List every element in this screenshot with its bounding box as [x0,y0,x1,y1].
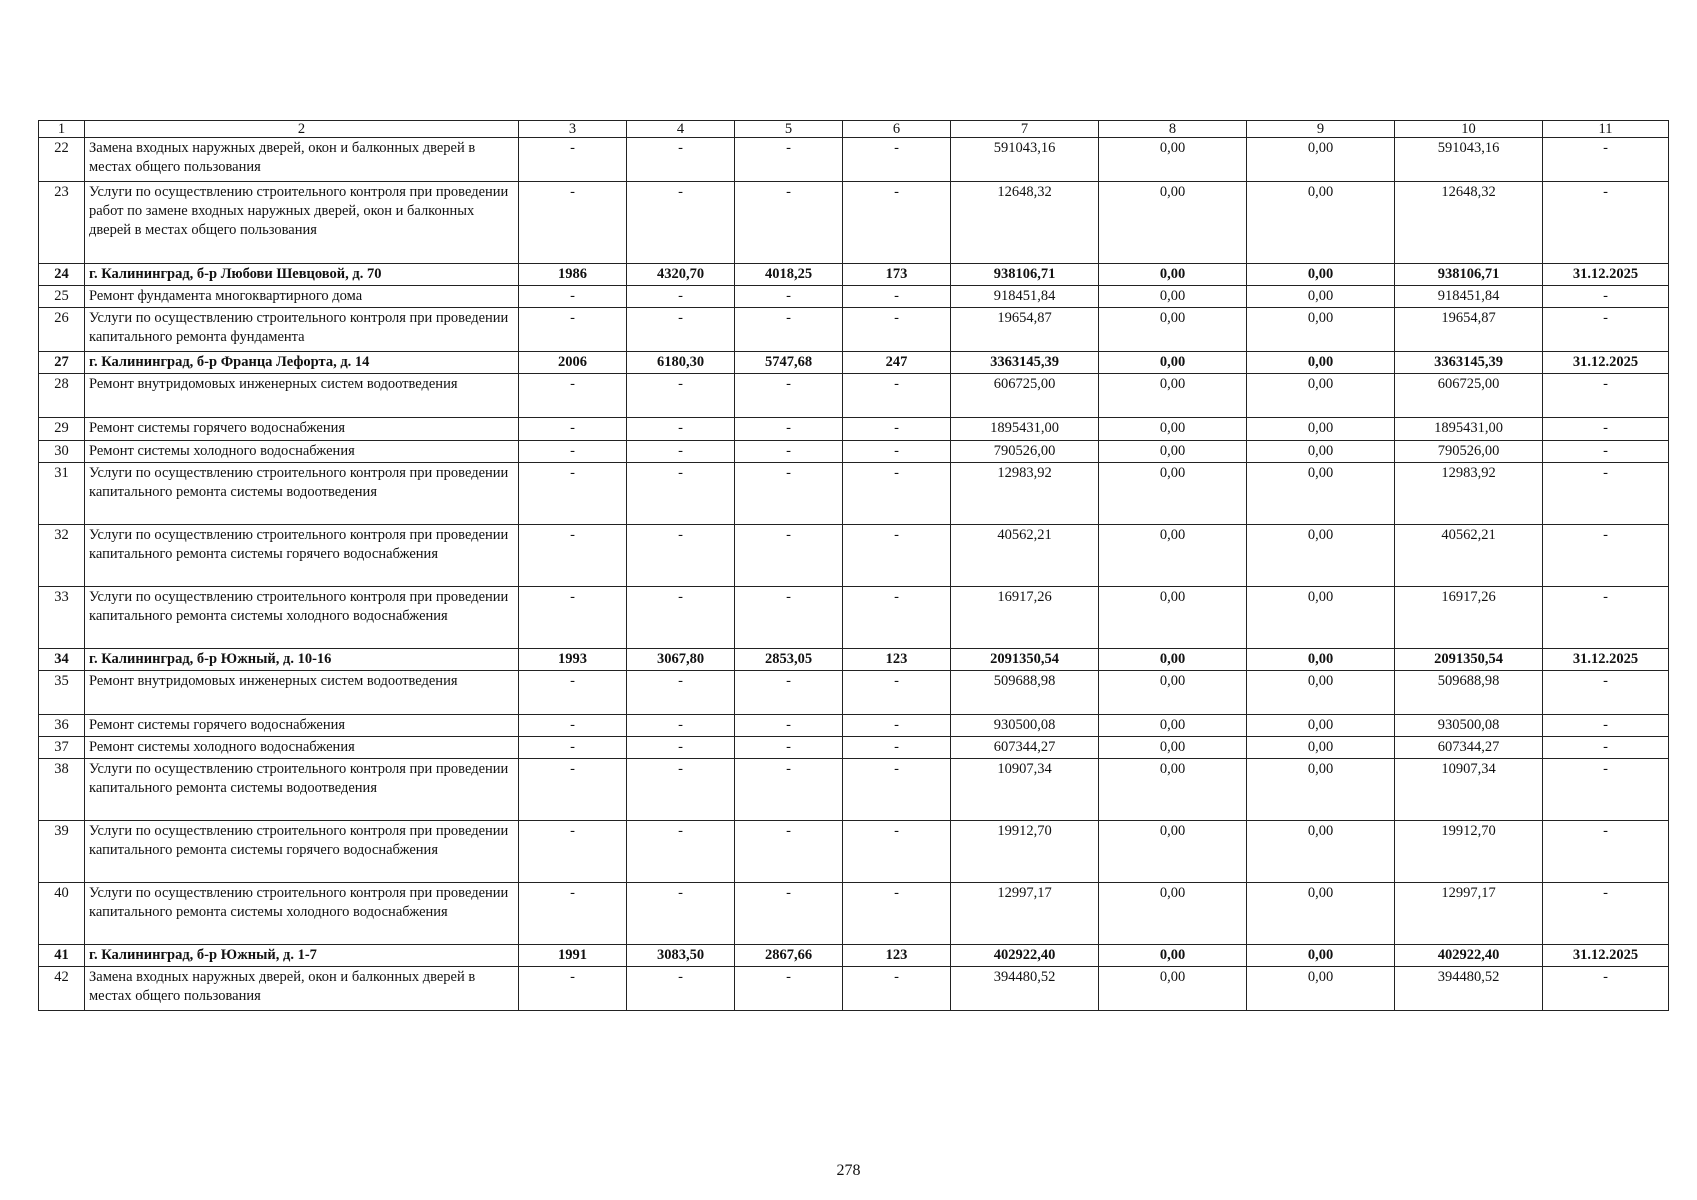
fund-cost-cell: 40562,21 [1395,524,1543,586]
cost-cell: 0,00 [1099,821,1247,883]
work-name-cell: г. Калининград, б-р Южный, д. 10-16 [85,648,519,670]
total-cost-cell: 402922,40 [951,945,1099,967]
work-name-cell: Ремонт фундамента многоквартирного дома [85,286,519,308]
fund-cost-cell: 790526,00 [1395,440,1543,462]
total-area-cell: 3083,50 [627,945,735,967]
work-name-cell: г. Калининград, б-р Франца Лефорта, д. 14 [85,352,519,374]
row-number-cell: 38 [39,759,85,821]
deadline-cell: - [1543,736,1669,758]
living-area-cell: - [735,670,843,714]
work-name-cell: Услуги по осуществлению строительного контроля при проведении работ по замене входных наружных дверей, окон и балконных дверей в местах общего пользования [85,182,519,264]
cost-cell: 0,00 [1247,182,1395,264]
row-number-cell: 27 [39,352,85,374]
living-area-cell: - [735,286,843,308]
total-cost-cell: 12648,32 [951,182,1099,264]
deadline-cell: - [1543,308,1669,352]
total-area-cell: - [627,759,735,821]
row-number-cell: 29 [39,418,85,440]
work-name-cell: Услуги по осуществлению строительного контроля при проведении капитального ремонта системы холодного водоснабжения [85,883,519,945]
row-number-cell: 40 [39,883,85,945]
table-row [39,182,1669,264]
fund-cost-cell: 1895431,00 [1395,418,1543,440]
year-cell: - [519,418,627,440]
table-row [39,883,1669,945]
fund-cost-cell: 12648,32 [1395,182,1543,264]
cost-cell: 0,00 [1099,945,1247,967]
residents-cell: 173 [843,264,951,286]
column-header: 9 [1247,121,1395,138]
cost-cell: 0,00 [1247,670,1395,714]
deadline-cell: - [1543,286,1669,308]
total-area-cell: - [627,440,735,462]
year-cell: - [519,883,627,945]
deadline-cell: - [1543,138,1669,182]
year-cell: - [519,524,627,586]
deadline-cell: - [1543,524,1669,586]
total-cost-cell: 19912,70 [951,821,1099,883]
residents-cell: - [843,883,951,945]
living-area-cell: - [735,736,843,758]
cost-cell: 0,00 [1247,440,1395,462]
residents-cell: - [843,586,951,648]
fund-cost-cell: 10907,34 [1395,759,1543,821]
total-cost-cell: 790526,00 [951,440,1099,462]
table-row [39,374,1669,418]
work-name-cell: Ремонт системы холодного водоснабжения [85,440,519,462]
residents-cell: - [843,286,951,308]
cost-cell: 0,00 [1247,418,1395,440]
residents-cell: - [843,440,951,462]
total-area-cell: - [627,138,735,182]
row-number-cell: 33 [39,586,85,648]
work-name-cell: Замена входных наружных дверей, окон и балконных дверей в местах общего пользования [85,138,519,182]
cost-cell: 0,00 [1247,945,1395,967]
cost-cell: 0,00 [1247,967,1395,1011]
living-area-cell: - [735,821,843,883]
total-cost-cell: 394480,52 [951,967,1099,1011]
fund-cost-cell: 402922,40 [1395,945,1543,967]
column-header: 10 [1395,121,1543,138]
fund-cost-cell: 607344,27 [1395,736,1543,758]
total-cost-cell: 19654,87 [951,308,1099,352]
row-number-cell: 42 [39,967,85,1011]
total-area-cell: - [627,821,735,883]
cost-cell: 0,00 [1099,967,1247,1011]
cost-cell: 0,00 [1099,462,1247,524]
fund-cost-cell: 19912,70 [1395,821,1543,883]
row-number-cell: 31 [39,462,85,524]
table-row [39,670,1669,714]
cost-cell: 0,00 [1247,352,1395,374]
table-row [39,440,1669,462]
work-name-cell: Услуги по осуществлению строительного контроля при проведении капитального ремонта фундамента [85,308,519,352]
cost-cell: 0,00 [1099,670,1247,714]
column-header: 7 [951,121,1099,138]
total-cost-cell: 606725,00 [951,374,1099,418]
deadline-cell: - [1543,182,1669,264]
residents-cell: - [843,182,951,264]
deadline-cell: - [1543,418,1669,440]
deadline-cell: 31.12.2025 [1543,264,1669,286]
residents-cell: - [843,462,951,524]
total-area-cell: - [627,286,735,308]
total-cost-cell: 591043,16 [951,138,1099,182]
cost-cell: 0,00 [1247,759,1395,821]
year-cell: - [519,736,627,758]
cost-cell: 0,00 [1099,736,1247,758]
total-cost-cell: 930500,08 [951,714,1099,736]
residents-cell: - [843,138,951,182]
residents-cell: - [843,759,951,821]
year-cell: 1986 [519,264,627,286]
cost-cell: 0,00 [1247,138,1395,182]
work-name-cell: г. Калининград, б-р Южный, д. 1-7 [85,945,519,967]
cost-cell: 0,00 [1247,462,1395,524]
work-name-cell: Ремонт внутридомовых инженерных систем водоотведения [85,374,519,418]
fund-cost-cell: 19654,87 [1395,308,1543,352]
living-area-cell: - [735,586,843,648]
row-number-cell: 39 [39,821,85,883]
living-area-cell: - [735,524,843,586]
cost-cell: 0,00 [1247,374,1395,418]
fund-cost-cell: 3363145,39 [1395,352,1543,374]
row-number-cell: 25 [39,286,85,308]
residents-cell: - [843,670,951,714]
fund-cost-cell: 918451,84 [1395,286,1543,308]
total-cost-cell: 12997,17 [951,883,1099,945]
work-name-cell: Услуги по осуществлению строительного контроля при проведении капитального ремонта системы холодного водоснабжения [85,586,519,648]
year-cell: - [519,967,627,1011]
table-row [39,462,1669,524]
deadline-cell: - [1543,967,1669,1011]
work-name-cell: Услуги по осуществлению строительного контроля при проведении капитального ремонта системы водоотведения [85,462,519,524]
total-cost-cell: 938106,71 [951,264,1099,286]
cost-cell: 0,00 [1099,759,1247,821]
living-area-cell: - [735,182,843,264]
living-area-cell: - [735,967,843,1011]
year-cell: - [519,286,627,308]
deadline-cell: - [1543,714,1669,736]
year-cell: - [519,440,627,462]
year-cell: - [519,138,627,182]
work-name-cell: Ремонт внутридомовых инженерных систем водоотведения [85,670,519,714]
cost-cell: 0,00 [1247,736,1395,758]
residents-cell: 123 [843,648,951,670]
cost-cell: 0,00 [1099,524,1247,586]
cost-cell: 0,00 [1099,264,1247,286]
fund-cost-cell: 2091350,54 [1395,648,1543,670]
living-area-cell: - [735,883,843,945]
year-cell: - [519,308,627,352]
total-area-cell: - [627,670,735,714]
work-name-cell: Услуги по осуществлению строительного контроля при проведении капитального ремонта системы горячего водоснабжения [85,821,519,883]
work-name-cell: Ремонт системы горячего водоснабжения [85,418,519,440]
total-cost-cell: 1895431,00 [951,418,1099,440]
work-name-cell: Ремонт системы холодного водоснабжения [85,736,519,758]
residents-cell: - [843,821,951,883]
cost-cell: 0,00 [1099,352,1247,374]
deadline-cell: - [1543,374,1669,418]
living-area-cell: - [735,138,843,182]
total-area-cell: 6180,30 [627,352,735,374]
cost-cell: 0,00 [1099,374,1247,418]
work-name-cell: Услуги по осуществлению строительного контроля при проведении капитального ремонта системы горячего водоснабжения [85,524,519,586]
living-area-cell: - [735,462,843,524]
total-area-cell: - [627,462,735,524]
residents-cell: 247 [843,352,951,374]
residents-cell: - [843,418,951,440]
header-row [39,121,1669,138]
column-header: 4 [627,121,735,138]
address-row [39,945,1669,967]
total-cost-cell: 2091350,54 [951,648,1099,670]
year-cell: 2006 [519,352,627,374]
deadline-cell: - [1543,883,1669,945]
residents-cell: - [843,736,951,758]
row-number-cell: 30 [39,440,85,462]
living-area-cell: 2853,05 [735,648,843,670]
residents-cell: - [843,524,951,586]
cost-cell: 0,00 [1099,586,1247,648]
table-row [39,286,1669,308]
row-number-cell: 22 [39,138,85,182]
cost-cell: 0,00 [1099,440,1247,462]
fund-cost-cell: 12983,92 [1395,462,1543,524]
row-number-cell: 35 [39,670,85,714]
cost-cell: 0,00 [1099,308,1247,352]
cost-cell: 0,00 [1247,648,1395,670]
cost-cell: 0,00 [1247,264,1395,286]
cost-cell: 0,00 [1099,182,1247,264]
row-number-cell: 32 [39,524,85,586]
deadline-cell: 31.12.2025 [1543,352,1669,374]
living-area-cell: - [735,714,843,736]
cost-cell: 0,00 [1247,883,1395,945]
year-cell: - [519,374,627,418]
cost-cell: 0,00 [1247,308,1395,352]
total-cost-cell: 40562,21 [951,524,1099,586]
address-row [39,352,1669,374]
row-number-cell: 23 [39,182,85,264]
fund-cost-cell: 509688,98 [1395,670,1543,714]
residents-cell: 123 [843,945,951,967]
total-cost-cell: 607344,27 [951,736,1099,758]
fund-cost-cell: 938106,71 [1395,264,1543,286]
row-number-cell: 41 [39,945,85,967]
year-cell: - [519,182,627,264]
address-row [39,264,1669,286]
living-area-cell: 2867,66 [735,945,843,967]
deadline-cell: - [1543,759,1669,821]
row-number-cell: 36 [39,714,85,736]
year-cell: - [519,586,627,648]
cost-cell: 0,00 [1247,821,1395,883]
cost-cell: 0,00 [1247,714,1395,736]
residents-cell: - [843,714,951,736]
column-header: 8 [1099,121,1247,138]
total-area-cell: - [627,418,735,440]
total-area-cell: - [627,586,735,648]
living-area-cell: - [735,440,843,462]
work-name-cell: Ремонт системы горячего водоснабжения [85,714,519,736]
cost-cell: 0,00 [1099,138,1247,182]
column-header: 5 [735,121,843,138]
cost-cell: 0,00 [1247,286,1395,308]
total-area-cell: - [627,374,735,418]
table-row [39,524,1669,586]
deadline-cell: 31.12.2025 [1543,648,1669,670]
living-area-cell: - [735,759,843,821]
total-area-cell: - [627,308,735,352]
year-cell: - [519,759,627,821]
address-row [39,648,1669,670]
total-cost-cell: 12983,92 [951,462,1099,524]
table-row [39,759,1669,821]
row-number-cell: 28 [39,374,85,418]
column-header: 3 [519,121,627,138]
year-cell: - [519,714,627,736]
total-area-cell: - [627,736,735,758]
year-cell: 1993 [519,648,627,670]
total-cost-cell: 3363145,39 [951,352,1099,374]
fund-cost-cell: 16917,26 [1395,586,1543,648]
deadline-cell: - [1543,462,1669,524]
work-name-cell: Услуги по осуществлению строительного контроля при проведении капитального ремонта системы водоотведения [85,759,519,821]
year-cell: - [519,670,627,714]
fund-cost-cell: 394480,52 [1395,967,1543,1011]
total-area-cell: 3067,80 [627,648,735,670]
year-cell: - [519,821,627,883]
row-number-cell: 37 [39,736,85,758]
total-cost-cell: 10907,34 [951,759,1099,821]
column-header: 1 [39,121,85,138]
table-row [39,138,1669,182]
cost-cell: 0,00 [1099,883,1247,945]
deadline-cell: - [1543,821,1669,883]
total-area-cell: - [627,182,735,264]
fund-cost-cell: 606725,00 [1395,374,1543,418]
cost-cell: 0,00 [1247,524,1395,586]
table-row [39,821,1669,883]
total-cost-cell: 16917,26 [951,586,1099,648]
year-cell: - [519,462,627,524]
column-header: 6 [843,121,951,138]
deadline-cell: - [1543,440,1669,462]
total-area-cell: - [627,714,735,736]
cost-cell: 0,00 [1099,714,1247,736]
table-row [39,418,1669,440]
fund-cost-cell: 12997,17 [1395,883,1543,945]
work-name-cell: Замена входных наружных дверей, окон и балконных дверей в местах общего пользования [85,967,519,1011]
residents-cell: - [843,374,951,418]
deadline-cell: 31.12.2025 [1543,945,1669,967]
table-row [39,586,1669,648]
living-area-cell: - [735,374,843,418]
table-row [39,308,1669,352]
column-header: 2 [85,121,519,138]
table-row [39,736,1669,758]
row-number-cell: 26 [39,308,85,352]
total-cost-cell: 509688,98 [951,670,1099,714]
cost-cell: 0,00 [1099,418,1247,440]
repair-program-table [38,120,1669,1011]
total-area-cell: 4320,70 [627,264,735,286]
column-header: 11 [1543,121,1669,138]
cost-cell: 0,00 [1247,586,1395,648]
page-number: 278 [836,1162,861,1179]
living-area-cell: - [735,308,843,352]
living-area-cell: 4018,25 [735,264,843,286]
cost-cell: 0,00 [1099,286,1247,308]
table-row [39,714,1669,736]
year-cell: 1991 [519,945,627,967]
total-area-cell: - [627,967,735,1011]
deadline-cell: - [1543,586,1669,648]
total-area-cell: - [627,883,735,945]
cost-cell: 0,00 [1099,648,1247,670]
row-number-cell: 24 [39,264,85,286]
row-number-cell: 34 [39,648,85,670]
total-area-cell: - [627,524,735,586]
living-area-cell: - [735,418,843,440]
table-row [39,967,1669,1011]
deadline-cell: - [1543,670,1669,714]
table-body [39,121,1669,1011]
total-cost-cell: 918451,84 [951,286,1099,308]
fund-cost-cell: 930500,08 [1395,714,1543,736]
fund-cost-cell: 591043,16 [1395,138,1543,182]
residents-cell: - [843,967,951,1011]
living-area-cell: 5747,68 [735,352,843,374]
work-name-cell: г. Калининград, б-р Любови Шевцовой, д. 70 [85,264,519,286]
residents-cell: - [843,308,951,352]
